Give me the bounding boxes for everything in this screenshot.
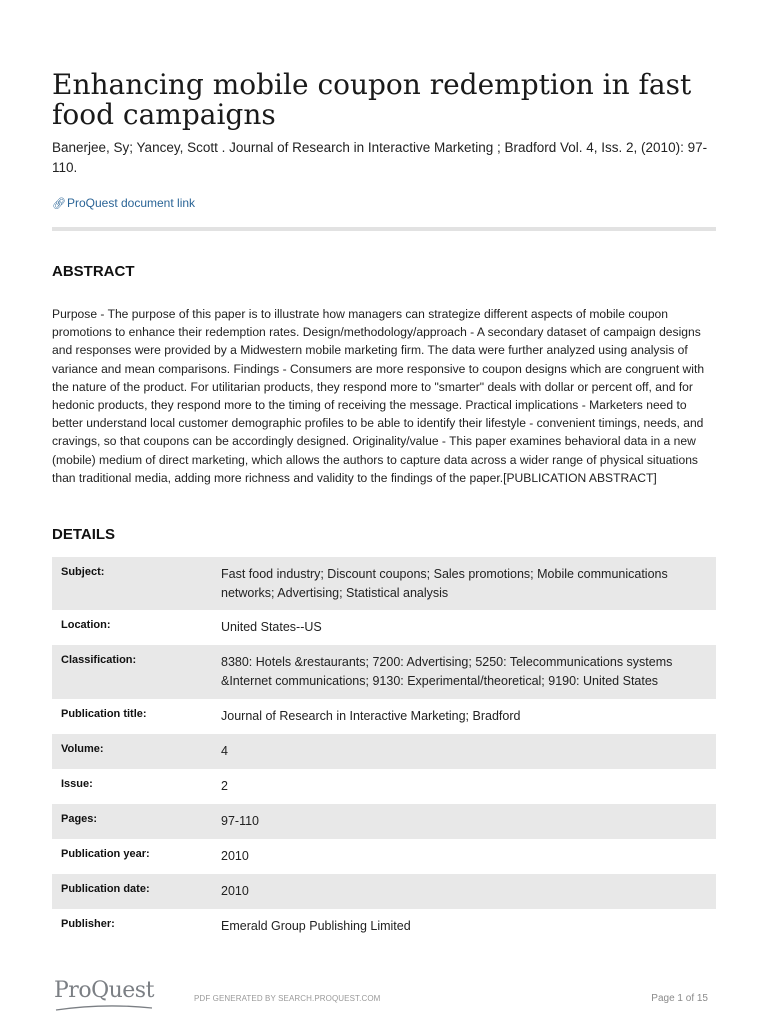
- details-table: [52, 557, 716, 944]
- generated-by-note: PDF GENERATED BY SEARCH.PROQUEST.COM: [194, 994, 381, 1003]
- table-row: [52, 557, 716, 610]
- table-row: [52, 839, 716, 874]
- table-row: [52, 804, 716, 839]
- citation: Banerjee, Sy; Yancey, Scott . Journal of Research in Interactive Marketing ; Bradford Vol. 4, Iss. 2, (2010): 97-110.: [52, 140, 708, 175]
- table-row: [52, 610, 716, 645]
- detail-label: Subject:: [61, 566, 105, 578]
- detail-label: Volume:: [61, 743, 104, 755]
- detail-label: Publication date:: [61, 883, 150, 895]
- table-row: [52, 645, 716, 699]
- detail-value: Fast food industry; Discount coupons; Sales promotions; Mobile communications networks; Advertising; Statistical analysis: [221, 567, 668, 600]
- page-number: Page 1 of 15: [651, 993, 708, 1004]
- details-heading: DETAILS: [52, 526, 116, 543]
- detail-value: 2010: [221, 849, 249, 863]
- detail-value: Journal of Research in Interactive Marketing; Bradford: [221, 709, 521, 723]
- table-row: [52, 769, 716, 804]
- logo-swoosh-icon: [54, 1004, 154, 1012]
- proquest-document-link[interactable]: [52, 196, 195, 210]
- proquest-logo: [54, 978, 154, 1003]
- detail-label: Issue:: [61, 778, 93, 790]
- detail-value: 2: [221, 779, 228, 793]
- table-row: [52, 734, 716, 769]
- abstract-heading: ABSTRACT: [52, 263, 135, 280]
- document-title: Enhancing mobile coupon redemption in fast food campaigns: [52, 68, 692, 131]
- detail-value: United States--US: [221, 620, 322, 634]
- detail-value: 4: [221, 744, 228, 758]
- proquest-document-link-label: ProQuest document link: [66, 196, 196, 210]
- abstract-text: Purpose - The purpose of this paper is to illustrate how managers can strategize different aspects of mobile coupon promotions to enhance their redemption rates. Design/methodology/approach - A secondary dataset of campaign designs and responses were provided by a Midwestern mobile marketing firm. The data were further analyzed using analysis of variance and mean comparisons. Findings - Consumers are more responsive to coupon designs which are congruent with the nature of the product. For utilitarian products, they respond more to "smarter" deals with dollar or percent off, and for hedonic products, they respond more to the timing of receiving the message. Practical implications - Marketers need to better understand local customer demographic profiles to be able to identify their lifestyle - convenient timings, needs, and cravings, so that coupons can be accordingly designed. Originality/value - This paper examines behavioral data in a new (mobile) medium of direct marketing, which allows the authors to capture data across a wider range of physical situations than traditional media, adding more richness and validity to the findings of the paper.[PUBLICATION ABSTRACT]: [52, 307, 705, 485]
- detail-value: 8380: Hotels &restaurants; 7200: Advertising; 5250: Telecommunications systems &Internet communications; 9130: Experimental/theoretical; 9190: United States: [221, 655, 673, 688]
- table-row: [52, 909, 716, 944]
- detail-label: Publisher:: [61, 918, 115, 930]
- table-row: [52, 874, 716, 909]
- section-divider: [52, 227, 716, 231]
- detail-value: Emerald Group Publishing Limited: [221, 919, 411, 933]
- detail-value: 97-110: [221, 814, 259, 828]
- detail-label: Location:: [61, 619, 111, 631]
- table-row: [52, 699, 716, 734]
- detail-label: Publication year:: [61, 848, 150, 860]
- link-icon: 🔗︎: [52, 198, 66, 210]
- detail-label: Publication title:: [61, 708, 147, 720]
- detail-label: Pages:: [61, 813, 98, 825]
- proquest-logo-text: ProQuest: [54, 978, 154, 1003]
- detail-label: Classification:: [61, 654, 137, 666]
- detail-value: 2010: [221, 884, 249, 898]
